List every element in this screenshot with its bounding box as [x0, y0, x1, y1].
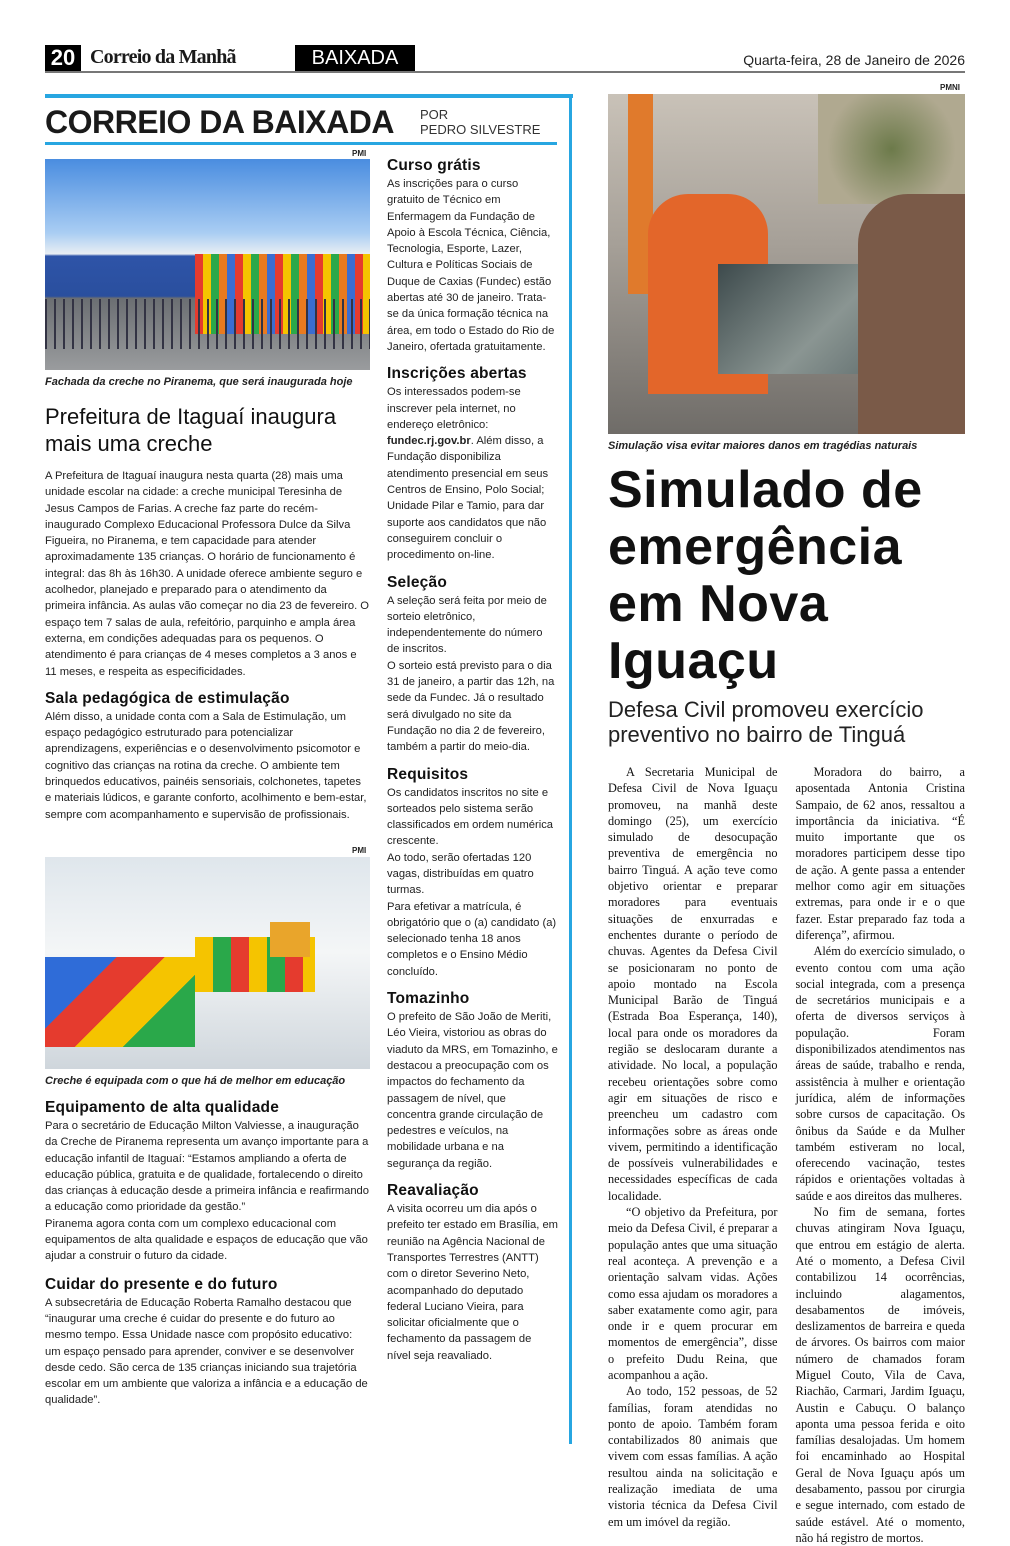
text: Os interessados podem-se inscrever pela internet, no endereço eletrônico:: [387, 386, 521, 431]
photo-credit: PMI: [352, 846, 367, 855]
paragraph: O prefeito de São João de Meriti, Léo Vieira, vistoriou as obras do viaduto da MRS, em Tomazinho, e destacou a preocupação com os impactos do fechamento da passagem de nível, que concentra grande circulação de pedestres e veículos, na mobilidade urbana e na segurança da região.: [387, 1011, 558, 1170]
paragraph: Ao todo, serão ofertadas 120 vagas, distribuídas em quatro turmas.: [387, 851, 534, 897]
emergency-drill-photo: [608, 94, 965, 434]
paragraph: As inscrições para o curso gratuito de Técnico em Enfermagem da Fundação de Apoio à Escola Técnica, Ciência, Tecnologia, Esporte, Lazer, Cultura e Políticas Sociais de Duque de Caxias (Fundec) estão abertas até 30 de janeiro. Trata-se da única formação técnica na área, em todo o Estado do Rio de Janeiro, ofertada gratuitamente.: [387, 178, 555, 353]
byline-prefix: POR: [420, 107, 449, 122]
photo-caption: Creche é equipada com o que há de melhor em educação: [45, 1075, 346, 1087]
column-right-rule: [569, 94, 572, 1444]
section-label: BAIXADA: [295, 45, 415, 71]
column-title: CORREIO DA BAIXADA: [45, 104, 394, 140]
subheading: Cuidar do presente e do futuro: [45, 1275, 278, 1293]
paragraph: Piranema agora conta com um complexo educacional com equipamentos de alta qualidade e espaços de educação que vão ajudar a construir o futuro da cidade.: [45, 1217, 368, 1263]
article-body-continued: [45, 1098, 370, 1409]
photo-credit: PMI: [352, 149, 367, 158]
byline: [420, 107, 540, 137]
paragraph: Além disso, a unidade conta com a Sala de Estimulação, um espaço pedagógico estruturado para potencializar aprendizagens, experiências e o desenvolvimento psicomotor e cognitivo das crianças na rotina da creche. O ambiente tem brinquedos educativos, painéis sensoriais, colchonetes, tapetes e materiais lúdicos, e garante conforto, acolhimento e bem-estar, sempre com acompanhamento e supervisão de profissionais.: [45, 710, 367, 821]
paragraph: A subsecretária de Educação Roberta Ramalho destacou que “inaugurar uma creche é cuidar do presente e do futuro ao mesmo tempo. Essa Unidade nasce com propósito educativo: um espaço pensado para aprender, conviver e se desenvolver desde cedo. São cerca de 135 crianças iniciando sua trajetória escolar em um ambiente que valoriza a infância e a educação de qualidade”.: [45, 1296, 368, 1407]
paragraph: A Secretaria Municipal de Defesa Civil de Nova Iguaçu promoveu, na manhã deste domingo (25), um exercício simulado de desocupação preventiva de emergência no bairro Tinguá. A ação teve como objetivo orientar e preparar moradores para eventuais situações de enxurradas e enchentes durante o período de chuvas. Agentes da Defesa Civil se posicionaram no ponto de apoio montado na Escola Municipal Barão de Tinguá (Estrada Boa Esperança, 140), local para onde os moradores da região se deslocaram durante a atividade. No local, a população recebeu orientações sobre como agir em situações de risco e preencheu um cadastro com informações sobre as áreas onde vivem, permitindo a identificação de possíveis vulnerabilidades e necessidades específicas de cada localidade.: [608, 765, 778, 1203]
subheading: Curso grátis: [387, 157, 481, 174]
article-body: [45, 468, 370, 823]
article-headline: Simulado de emergência em Nova Iguaçu: [608, 461, 923, 690]
header-divider: [45, 71, 965, 73]
paragraph: Para efetivar a matrícula, é obrigatório que o (a) candidato (a) selecionado tenha 18 anos completos e o Ensino Médio concluído.: [387, 900, 557, 978]
article-headline: Prefeitura de Itaguaí inaugura mais uma creche: [45, 404, 337, 456]
subheading: Requisitos: [387, 765, 469, 783]
paragraph: “O objetivo da Prefeitura, por meio da Defesa Civil, é preparar a população antes que uma situação real aconteça. A prevenção e a orientação salvam vidas. Ações como essa ajudam os moradores a saber exatamente como agir, para onde ir e quem procurar em momentos de emergência”, disse o prefeito Dudu Reina, que acompanhou a ação.: [608, 1205, 778, 1382]
newspaper-logo: Correio da Manhã: [90, 46, 236, 68]
paragraph: [387, 384, 558, 563]
paragraph: Moradora do bairro, a aposentada Antonia Cristina Sampaio, de 62 anos, ressaltou a importância da iniciativa. “É muito importante que os moradores participem desse tipo de ação. A gente passa a entender melhor como agir em situações extremas, para onde ir e o que fazer. Estar preparado faz toda a diferença”, afirmou.: [795, 765, 965, 942]
paragraph: O sorteio está previsto para o dia 31 de janeiro, a partir das 12h, na sede da Fundec. Já o resultado será divulgado no site da Fundação no dia 2 de fevereiro, também a partir do meio-dia.: [387, 659, 555, 754]
subheading: Sala pedagógica de estimulação: [45, 689, 290, 707]
article-body: [608, 764, 965, 1546]
subheading: Tomazinho: [387, 990, 470, 1008]
notes-column: [387, 156, 558, 1364]
article-subheadline: Defesa Civil promoveu exercício preventivo no bairro de Tinguá: [608, 697, 924, 747]
issue-date: Quarta-feira, 28 de Janeiro de 2026: [743, 52, 965, 68]
paragraph: A visita ocorreu um dia após o prefeito ter estado em Brasília, em reunião na Agência Nacional de Transportes Terrestres (ANTT) com o diretor Severino Neto, acompanhado do deputado federal Luciano Vieira, para solicitar oficialmente que o fechamento da passagem de nível seja reavaliado.: [387, 1203, 558, 1362]
paragraph: Além do exercício simulado, o evento contou com uma ação social integrada, com a presença de secretários municipais e a oferta de diversos serviços à população. Foram disponibilizados atendimentos nas áreas de saúde, trabalho e renda, assistência à mulher e orientação jurídica, além de informações sobre cursos de capacitação. Os ônibus da Saúde e da Mulher também estiveram no local, oferecendo vacinação, testes rápidos e orientações voltadas à saúde e aos direitos das mulheres.: [795, 944, 965, 1203]
subheading: Seleção: [387, 573, 447, 591]
column-title-rule: [45, 142, 557, 145]
creche-facade-photo: [45, 159, 370, 370]
byline-author: PEDRO SILVESTRE: [420, 122, 541, 137]
paragraph: A seleção será feita por meio de sorteio eletrônico, independentemente do número de inscritos.: [387, 594, 547, 656]
photo-credit: PMNI: [940, 83, 960, 92]
photo-caption: Simulação visa evitar maiores danos em tragédias naturais: [608, 440, 918, 452]
paragraph: Os candidatos inscritos no site e sorteados pelo sistema serão classificados em ordem numérica crescente.: [387, 786, 554, 848]
website-link: fundec.rj.gov.br: [387, 435, 471, 448]
paragraph: No fim de semana, fortes chuvas atingiram Nova Iguaçu, que entrou em estágio de alerta. Até o momento, a Defesa Civil contabilizou 14 ocorrências, incluindo alagamentos, desabamentos de imóveis, deslizamentos de barreira e queda de árvores. Os bairros com maior número de chamados foram Miguel Couto, Vila de Cava, Riachão, Carmari, Jardim Iguaçu, Austin e Cabuçu. O balanço aponta uma pessoa ferida e oito famílias desalojadas. Um homem foi encaminhado ao Hospital Geral de Nova Iguaçu após um desabamento, passou por cirurgia e segue internado, com estado de saúde estável. Até o momento, não há registro de mortos.: [795, 1205, 965, 1545]
subheading: Equipamento de alta qualidade: [45, 1099, 280, 1116]
photo-caption: Fachada da creche no Piranema, que será inaugurada hoje: [45, 376, 353, 388]
classroom-photo: [45, 857, 370, 1069]
page-number: 20: [45, 45, 81, 71]
subheading: Reavaliação: [387, 1182, 479, 1200]
subheading: Inscrições abertas: [387, 365, 527, 383]
paragraph: Para o secretário de Educação Milton Valviesse, a inauguração da Creche de Piranema representa um avanço importante para a educação infantil de Itaguaí: “Estamos ampliando a oferta de educação pública, gratuita e de qualidade, fortalecendo o direito das crianças à educação desde a primeira infância e reafirmando a educação como prioridade da gestão.”: [45, 1120, 370, 1214]
paragraph: A Prefeitura de Itaguaí inaugura nesta quarta (28) mais uma unidade escolar na cidade: a creche municipal Teresinha de Jesus Campos de Farias. A creche faz parte do recém-inaugurado Complexo Educacional Professora Dulce da Silva Figueira, no Piranema, e tem capacidade para atender aproximadamente 135 crianças. O horário de funcionamento é integral: das 8h às 16h30. A unidade oferece ambiente seguro e acolhedor, planejado e preparado para o atendimento da primeira infância. As aulas vão começar no dia 23 de fevereiro. O espaço tem 7 salas de aula, refeitório, parquinho e ampla área externa, em condições adequadas para os pequenos. O atendimento é para crianças de 4 meses completos a 3 anos e 11 meses, e respeita as especificidades.: [45, 470, 369, 678]
column-top-rule: [45, 94, 573, 98]
paragraph: Ao todo, 152 pessoas, de 52 famílias, foram atendidas no ponto de apoio. Também foram contabilizados 80 animais que vivem com essas famílias. A ação resultou ainda na solicitação e realização imediata de uma vistoria técnica da Defesa Civil em um imóvel da região.: [608, 1384, 778, 1529]
text: . Além disso, a Fundação disponibiliza atendimento presencial em seus Centros de Ensino, Polo Social; Unidade Pilar e Tamio, para dar suporte aos candidatos que não conseguirem concluir o procedimento on-line.: [387, 435, 549, 562]
